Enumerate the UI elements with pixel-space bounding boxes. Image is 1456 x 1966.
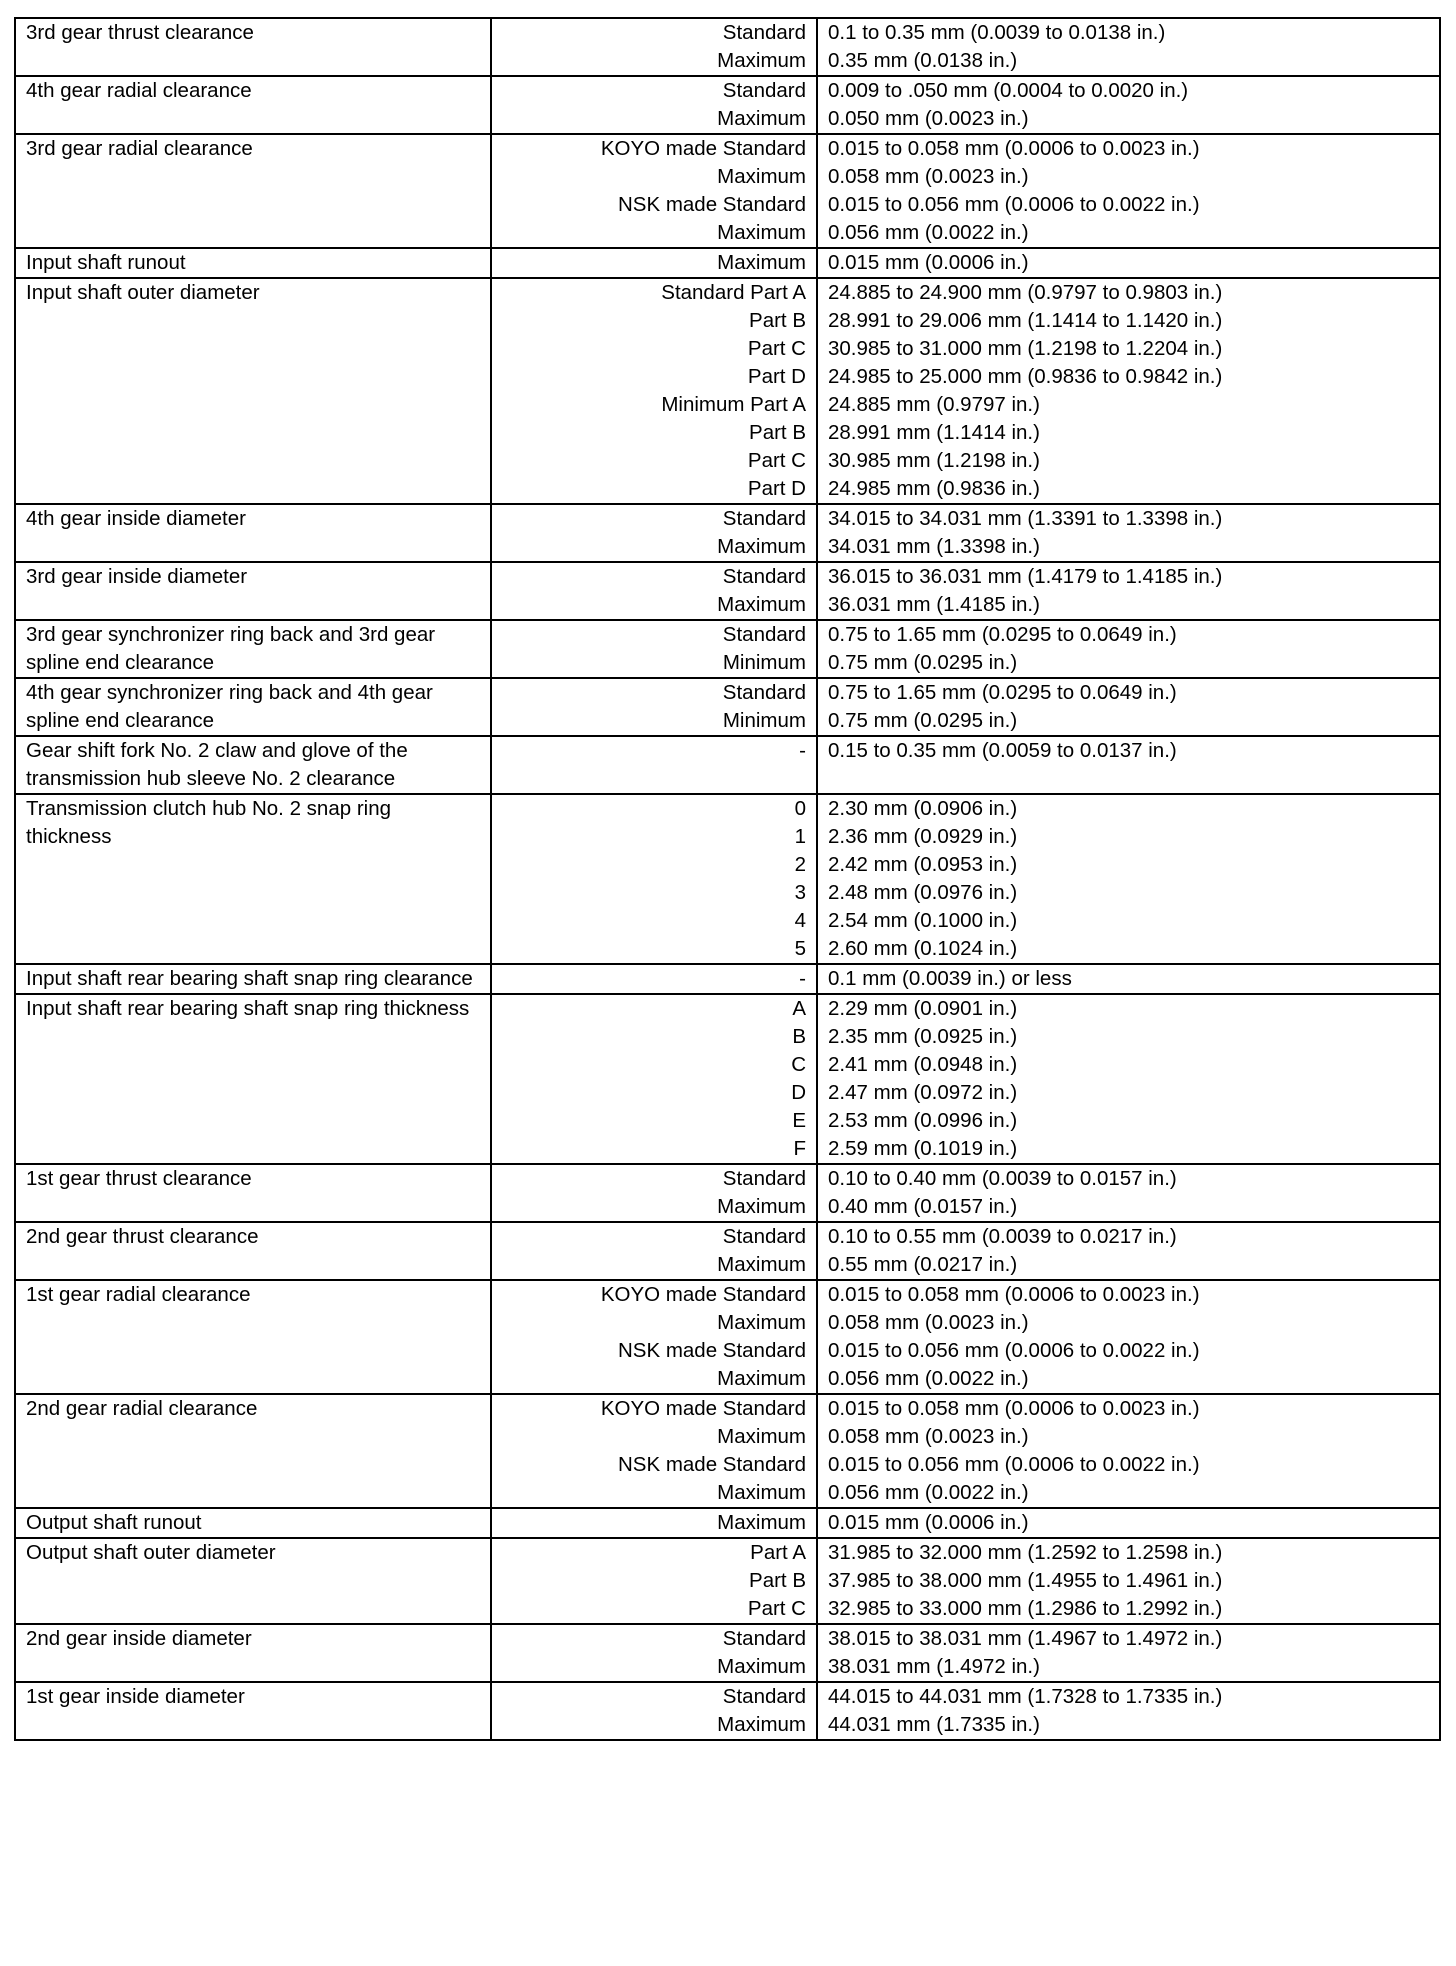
spec-value: 38.015 to 38.031 mm (1.4967 to 1.4972 in.) <box>828 1627 1223 1650</box>
spec-value: 0.1 to 0.35 mm (0.0039 to 0.0138 in.) <box>828 21 1166 44</box>
spec-value: 0.058 mm (0.0023 in.) <box>828 1425 1029 1448</box>
spec-label: Standard <box>722 623 806 646</box>
spec-label: - <box>799 739 806 762</box>
spec-value: 0.015 mm (0.0006 in.) <box>828 1511 1029 1534</box>
table-row <box>15 964 1440 994</box>
spec-label-cell <box>491 736 817 794</box>
table-row <box>15 504 1440 562</box>
spec-value-cell <box>817 1394 1440 1508</box>
spec-label: Maximum <box>717 1425 806 1448</box>
spec-value: 0.056 mm (0.0022 in.) <box>828 1481 1029 1504</box>
spec-value-cell <box>817 18 1440 76</box>
spec-label-cell <box>491 1624 817 1682</box>
spec-label-cell <box>491 1222 817 1280</box>
spec-value: 30.985 mm (1.2198 in.) <box>828 449 1040 472</box>
spec-value: 2.29 mm (0.0901 in.) <box>828 997 1018 1020</box>
item-name: 2nd gear inside diameter <box>15 1624 491 1682</box>
spec-value: 0.75 mm (0.0295 in.) <box>828 709 1018 732</box>
spec-label: Maximum <box>717 1195 806 1218</box>
spec-label: 1 <box>794 825 806 848</box>
spec-value-cell <box>817 1682 1440 1740</box>
item-name: 3rd gear inside diameter <box>15 562 491 620</box>
spec-table-body <box>15 18 1440 1740</box>
spec-value: 2.36 mm (0.0929 in.) <box>828 825 1018 848</box>
spec-label-cell <box>491 964 817 994</box>
table-row <box>15 1394 1440 1508</box>
spec-value: 2.59 mm (0.1019 in.) <box>828 1137 1018 1160</box>
spec-value: 0.75 to 1.65 mm (0.0295 to 0.0649 in.) <box>828 623 1177 646</box>
item-name: 4th gear synchronizer ring back and 4th gear spline end clearance <box>15 678 491 736</box>
spec-label: E <box>792 1109 806 1132</box>
spec-value: 0.15 to 0.35 mm (0.0059 to 0.0137 in.) <box>828 739 1177 762</box>
spec-value-cell <box>817 620 1440 678</box>
item-name: Transmission clutch hub No. 2 snap ring thickness <box>15 794 491 964</box>
spec-label: Standard <box>722 1167 806 1190</box>
spec-value: 0.75 to 1.65 mm (0.0295 to 0.0649 in.) <box>828 681 1177 704</box>
spec-label: Standard <box>722 1225 806 1248</box>
spec-label: 0 <box>794 797 806 820</box>
spec-value: 38.031 mm (1.4972 in.) <box>828 1655 1040 1678</box>
spec-label-cell <box>491 278 817 504</box>
table-row <box>15 620 1440 678</box>
spec-value: 2.41 mm (0.0948 in.) <box>828 1053 1018 1076</box>
spec-value: 0.40 mm (0.0157 in.) <box>828 1195 1018 1218</box>
table-row <box>15 1222 1440 1280</box>
table-row <box>15 994 1440 1164</box>
spec-label: Maximum <box>717 165 806 188</box>
table-row <box>15 736 1440 794</box>
spec-value: 0.015 to 0.056 mm (0.0006 to 0.0022 in.) <box>828 1339 1200 1362</box>
spec-value: 0.015 mm (0.0006 in.) <box>828 251 1029 274</box>
item-name: 2nd gear thrust clearance <box>15 1222 491 1280</box>
spec-label: Part A <box>750 1541 806 1564</box>
spec-label: Part D <box>747 365 806 388</box>
spec-label-cell <box>491 134 817 248</box>
spec-label: Standard <box>722 681 806 704</box>
spec-value: 24.885 mm (0.9797 in.) <box>828 393 1040 416</box>
spec-label: Standard <box>722 565 806 588</box>
spec-label: F <box>793 1137 806 1160</box>
spec-value-cell <box>817 964 1440 994</box>
spec-value: 44.015 to 44.031 mm (1.7328 to 1.7335 in.) <box>828 1685 1223 1708</box>
spec-label: Maximum <box>717 535 806 558</box>
spec-label: NSK made Standard <box>617 193 806 216</box>
spec-value: 36.015 to 36.031 mm (1.4179 to 1.4185 in.) <box>828 565 1223 588</box>
item-name: 1st gear inside diameter <box>15 1682 491 1740</box>
spec-label: Standard <box>722 1685 806 1708</box>
spec-label: Part D <box>747 477 806 500</box>
spec-label: Part C <box>747 449 806 472</box>
spec-value: 2.53 mm (0.0996 in.) <box>828 1109 1018 1132</box>
spec-label: Maximum <box>717 1511 806 1534</box>
spec-table <box>14 17 1441 1741</box>
spec-label: Standard <box>722 507 806 530</box>
spec-value-cell <box>817 562 1440 620</box>
table-row <box>15 76 1440 134</box>
spec-label: Maximum <box>717 1253 806 1276</box>
spec-label: KOYO made Standard <box>600 1397 806 1420</box>
spec-label-cell <box>491 1682 817 1740</box>
spec-label-cell <box>491 994 817 1164</box>
spec-value: 0.1 mm (0.0039 in.) or less <box>828 967 1072 990</box>
spec-value: 28.991 to 29.006 mm (1.1414 to 1.1420 in.) <box>828 309 1223 332</box>
spec-value: 36.031 mm (1.4185 in.) <box>828 593 1040 616</box>
spec-value: 0.75 mm (0.0295 in.) <box>828 651 1018 674</box>
spec-label: 5 <box>794 937 806 960</box>
spec-value-cell <box>817 278 1440 504</box>
table-row <box>15 248 1440 278</box>
spec-label: Part C <box>747 337 806 360</box>
table-row <box>15 278 1440 504</box>
spec-label-cell <box>491 1508 817 1538</box>
spec-value: 0.009 to .050 mm (0.0004 to 0.0020 in.) <box>828 79 1189 102</box>
spec-value: 0.056 mm (0.0022 in.) <box>828 1367 1029 1390</box>
spec-label-cell <box>491 76 817 134</box>
spec-value: 2.60 mm (0.1024 in.) <box>828 937 1018 960</box>
spec-value-cell <box>817 1538 1440 1624</box>
spec-label: 2 <box>794 853 806 876</box>
spec-label: D <box>791 1081 806 1104</box>
item-name: 1st gear radial clearance <box>15 1280 491 1394</box>
spec-label-cell <box>491 248 817 278</box>
spec-value: 2.47 mm (0.0972 in.) <box>828 1081 1018 1104</box>
spec-value-cell <box>817 504 1440 562</box>
spec-label-cell <box>491 18 817 76</box>
spec-value-cell <box>817 1222 1440 1280</box>
spec-value: 0.058 mm (0.0023 in.) <box>828 165 1029 188</box>
table-row <box>15 1682 1440 1740</box>
table-row <box>15 1280 1440 1394</box>
table-row <box>15 794 1440 964</box>
spec-value: 2.30 mm (0.0906 in.) <box>828 797 1018 820</box>
table-row <box>15 1508 1440 1538</box>
spec-label: NSK made Standard <box>617 1453 806 1476</box>
spec-value: 34.015 to 34.031 mm (1.3391 to 1.3398 in.) <box>828 507 1223 530</box>
spec-value-cell <box>817 134 1440 248</box>
item-name: 4th gear radial clearance <box>15 76 491 134</box>
spec-value-cell <box>817 1280 1440 1394</box>
spec-label: Part B <box>749 421 806 444</box>
spec-label: Maximum <box>717 1311 806 1334</box>
spec-label: Maximum <box>717 221 806 244</box>
spec-value: 24.985 to 25.000 mm (0.9836 to 0.9842 in.) <box>828 365 1223 388</box>
spec-value-cell <box>817 678 1440 736</box>
spec-value: 0.058 mm (0.0023 in.) <box>828 1311 1029 1334</box>
spec-label-cell <box>491 794 817 964</box>
table-row <box>15 678 1440 736</box>
spec-label: Part C <box>747 1597 806 1620</box>
spec-label: Maximum <box>717 251 806 274</box>
spec-label: Minimum <box>722 709 806 732</box>
spec-value: 32.985 to 33.000 mm (1.2986 to 1.2992 in.) <box>828 1597 1223 1620</box>
spec-label-cell <box>491 1538 817 1624</box>
spec-value-cell <box>817 1508 1440 1538</box>
spec-value: 0.015 to 0.056 mm (0.0006 to 0.0022 in.) <box>828 193 1200 216</box>
item-name: Output shaft runout <box>15 1508 491 1538</box>
spec-value: 34.031 mm (1.3398 in.) <box>828 535 1040 558</box>
spec-value: 0.10 to 0.55 mm (0.0039 to 0.0217 in.) <box>828 1225 1177 1248</box>
spec-label: B <box>792 1025 806 1048</box>
spec-value: 28.991 mm (1.1414 in.) <box>828 421 1040 444</box>
spec-label: Standard <box>722 79 806 102</box>
spec-label: Part B <box>749 1569 806 1592</box>
spec-value: 44.031 mm (1.7335 in.) <box>828 1713 1040 1736</box>
spec-label: Part B <box>749 309 806 332</box>
spec-value-cell <box>817 1624 1440 1682</box>
table-row <box>15 562 1440 620</box>
table-row <box>15 1164 1440 1222</box>
spec-label: 4 <box>794 909 806 932</box>
item-name: Output shaft outer diameter <box>15 1538 491 1624</box>
spec-value-cell <box>817 994 1440 1164</box>
spec-label-cell <box>491 620 817 678</box>
item-name: 3rd gear synchronizer ring back and 3rd gear spline end clearance <box>15 620 491 678</box>
item-name: 2nd gear radial clearance <box>15 1394 491 1508</box>
spec-label: Minimum Part A <box>661 393 806 416</box>
item-name: 4th gear inside diameter <box>15 504 491 562</box>
spec-label: Maximum <box>717 1713 806 1736</box>
spec-value: 0.10 to 0.40 mm (0.0039 to 0.0157 in.) <box>828 1167 1177 1190</box>
spec-label-cell <box>491 1394 817 1508</box>
spec-value: 0.015 to 0.058 mm (0.0006 to 0.0023 in.) <box>828 1283 1200 1306</box>
spec-label: 3 <box>794 881 806 904</box>
spec-value: 0.056 mm (0.0022 in.) <box>828 221 1029 244</box>
spec-value: 0.015 to 0.058 mm (0.0006 to 0.0023 in.) <box>828 137 1200 160</box>
spec-label: - <box>799 967 806 990</box>
table-row <box>15 134 1440 248</box>
spec-value: 31.985 to 32.000 mm (1.2592 to 1.2598 in.) <box>828 1541 1223 1564</box>
spec-label-cell <box>491 504 817 562</box>
spec-value: 24.985 mm (0.9836 in.) <box>828 477 1040 500</box>
spec-label: Standard Part A <box>661 281 806 304</box>
spec-value: 0.55 mm (0.0217 in.) <box>828 1253 1018 1276</box>
spec-value: 2.35 mm (0.0925 in.) <box>828 1025 1018 1048</box>
spec-label-cell <box>491 562 817 620</box>
spec-value: 30.985 to 31.000 mm (1.2198 to 1.2204 in.) <box>828 337 1223 360</box>
item-name: 3rd gear thrust clearance <box>15 18 491 76</box>
spec-label: KOYO made Standard <box>600 137 806 160</box>
spec-value: 37.985 to 38.000 mm (1.4955 to 1.4961 in.) <box>828 1569 1223 1592</box>
spec-label: Maximum <box>717 1655 806 1678</box>
item-name: Input shaft runout <box>15 248 491 278</box>
spec-value-cell <box>817 794 1440 964</box>
spec-label: Minimum <box>722 651 806 674</box>
item-name: 3rd gear radial clearance <box>15 134 491 248</box>
spec-label: Standard <box>722 1627 806 1650</box>
spec-label: Maximum <box>717 1481 806 1504</box>
spec-value: 24.885 to 24.900 mm (0.9797 to 0.9803 in.) <box>828 281 1223 304</box>
item-name: 1st gear thrust clearance <box>15 1164 491 1222</box>
table-row <box>15 18 1440 76</box>
spec-label-cell <box>491 678 817 736</box>
spec-value-cell <box>817 76 1440 134</box>
item-name: Input shaft rear bearing shaft snap ring clearance <box>15 964 491 994</box>
item-name: Input shaft outer diameter <box>15 278 491 504</box>
spec-value: 2.42 mm (0.0953 in.) <box>828 853 1018 876</box>
spec-value-cell <box>817 1164 1440 1222</box>
spec-label: A <box>792 997 806 1020</box>
spec-label: C <box>791 1053 806 1076</box>
spec-label: Standard <box>722 21 806 44</box>
table-row <box>15 1538 1440 1624</box>
spec-label-cell <box>491 1164 817 1222</box>
spec-label-cell <box>491 1280 817 1394</box>
item-name: Input shaft rear bearing shaft snap ring thickness <box>15 994 491 1164</box>
spec-value: 0.015 to 0.056 mm (0.0006 to 0.0022 in.) <box>828 1453 1200 1476</box>
table-row <box>15 1624 1440 1682</box>
spec-label: Maximum <box>717 107 806 130</box>
spec-label: NSK made Standard <box>617 1339 806 1362</box>
item-name: Gear shift fork No. 2 claw and glove of the transmission hub sleeve No. 2 clearance <box>15 736 491 794</box>
spec-label: Maximum <box>717 49 806 72</box>
spec-label: Maximum <box>717 1367 806 1390</box>
spec-value: 0.050 mm (0.0023 in.) <box>828 107 1029 130</box>
spec-value: 2.54 mm (0.1000 in.) <box>828 909 1018 932</box>
spec-value: 0.015 to 0.058 mm (0.0006 to 0.0023 in.) <box>828 1397 1200 1420</box>
spec-value-cell <box>817 736 1440 794</box>
spec-value: 0.35 mm (0.0138 in.) <box>828 49 1018 72</box>
spec-label: Maximum <box>717 593 806 616</box>
spec-value: 2.48 mm (0.0976 in.) <box>828 881 1018 904</box>
spec-label: KOYO made Standard <box>600 1283 806 1306</box>
spec-value-cell <box>817 248 1440 278</box>
